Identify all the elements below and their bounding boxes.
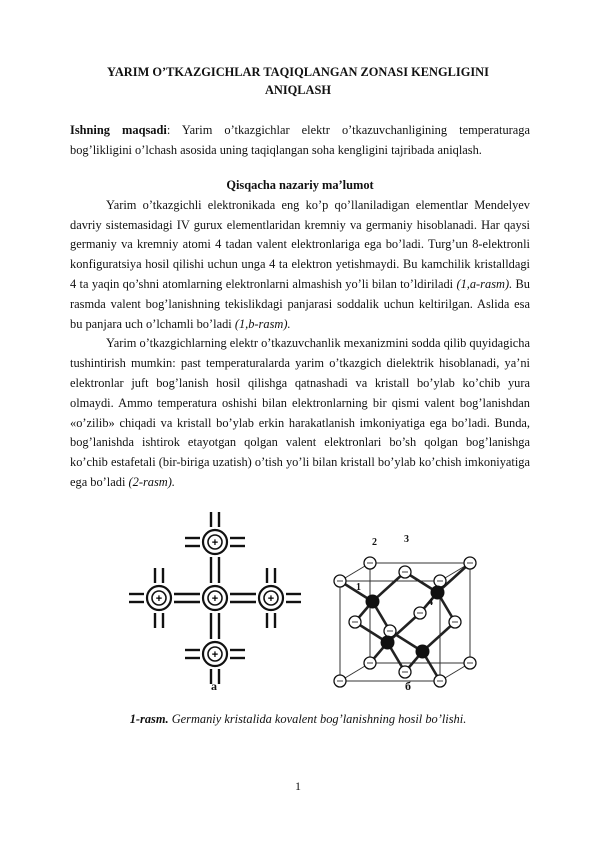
lattice-atom-black	[416, 645, 429, 658]
figure-a-planar-lattice	[145, 515, 285, 685]
theory-heading: Qisqacha nazariy ma’lumot	[226, 178, 374, 192]
figure-b-number-2: 2	[372, 537, 377, 548]
caption-text: Germaniy kristalida kovalent bog’lanishning hosil bo’lishi.	[168, 712, 467, 726]
para2-text: Yarim o’tkazgichlarning elektr o’tkazuvchanlik mexanizmini sodda qilib quyidagicha tushintirish mumkin: past temperaturalarda yarim o’tkazgich dielektrik hisoblanadi, ya’ni elektronlar juft bog’lanish hosil qilishga qatnashadi va kristall bo’ylab ko’chib yura olmaydi. Ammo temperatura oshishi bilan elektronlarning bir qismi valent bog’lanishdan «o’zilib» chiqadi va kristall bo’ylab erkin harakatlanish imkoniyatiga ega bo’ladi. Bunda, bog’lanishda ishtirok etayotgan qolgan valent elektronlari bo’sh qolgan bog’lanishga ko’chib estafetali (bir-biriga uzatish) o’tish yo’li bilan kristall bo’ylab ko’chish imkoniyatiga ega bo’ladi	[70, 336, 530, 489]
figure-b-number-3: 3	[404, 534, 409, 545]
lattice-atom-black	[381, 636, 394, 649]
para1-text-a: Yarim o’tkazgichli elektronikada eng ko’p qo’llaniladigan elementlar Mendelyev davriy sistemasidagi IV gurux elementlaridan kremniy va germaniy hisoblanadi. Har qaysi germaniy va kremniy atomi 4 tadan valent elektronlariga ega bo’ladi. Turg’un 8-elektronli konfiguratsiya hosil qilishi uchun unga 4 ta elektron yetishmaydi. Bu kamchilik kristalldagi 4 ta yaqin qo’shni atomlarning elektronlarni almashish yo’li bilan to’ldiriladi	[70, 197, 530, 291]
aim-text: : Yarim o’tkazgichlar elektr o’tkazuvchanligining temperaturaga bog’likligini o’lchash asosida uning taqiqlangan soha kengligini tajribada aniqlash.	[70, 123, 531, 157]
lattice-atom-black	[366, 595, 379, 608]
figure-b-number-4: 4	[428, 597, 433, 608]
figure-b-label: б	[405, 679, 411, 693]
aim-label: Ishning maqsadi	[70, 123, 167, 137]
figure-b-diamond-lattice	[318, 535, 468, 675]
title-line-2: ANIQLASH	[264, 83, 332, 97]
atom-plus-sign: +	[211, 593, 219, 605]
para1-figure-ref-1: (1,a-rasm).	[456, 276, 513, 291]
title-line-1: YARIM O’TKAZGICHLAR TAQIQLANGAN ZONASI KENGLIGINI	[107, 65, 489, 79]
atom-plus-sign: +	[267, 593, 275, 605]
figure-caption	[60, 712, 536, 727]
aim-paragraph	[70, 121, 530, 161]
theory-section	[70, 176, 530, 493]
para1-figure-ref-2: (1,b-rasm).	[234, 316, 291, 331]
atom-plus-sign: +	[211, 537, 219, 549]
document-title	[60, 63, 536, 99]
figure-a-atoms	[147, 530, 283, 666]
theory-paragraph-1	[70, 196, 530, 335]
figure-a-label: a	[211, 679, 217, 693]
theory-paragraph-2	[70, 334, 530, 492]
atom-plus-sign: +	[155, 593, 163, 605]
figure-b-number-1: 1	[356, 582, 361, 593]
para2-figure-ref: (2-rasm).	[128, 474, 175, 489]
page-number: 1	[295, 779, 301, 793]
caption-label: 1-rasm.	[129, 712, 169, 726]
para1-text-b: Bu rasmda valent bog’lanishning tekislikdagi panjarasi soddalik uchun keltirilgan. Aslida esa bu panjara uch o’lchamli bo’ladi	[70, 276, 531, 331]
atom-plus-sign: +	[211, 649, 219, 661]
